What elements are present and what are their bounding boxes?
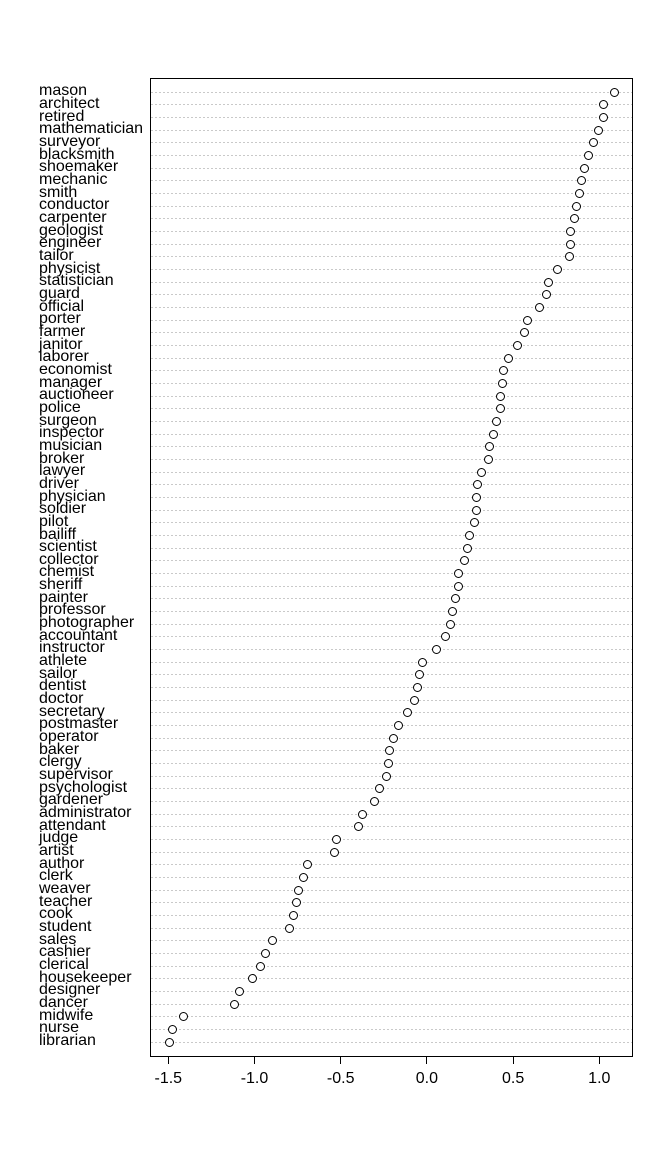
gridline — [151, 130, 632, 131]
gridline — [151, 408, 632, 409]
data-point-professor — [448, 607, 457, 616]
data-point-physicist — [553, 265, 562, 274]
data-point-student — [285, 924, 294, 933]
category-label-scientist: scientist — [39, 538, 97, 556]
gridline — [151, 383, 632, 384]
x-tick-mark — [340, 1057, 341, 1064]
data-point-musician — [485, 442, 494, 451]
category-label-tailor: tailor — [39, 246, 74, 264]
data-point-painter — [451, 594, 460, 603]
data-point-author — [303, 860, 312, 869]
data-point-dancer — [230, 1000, 239, 1009]
gridline — [151, 104, 632, 105]
gridline — [151, 864, 632, 865]
category-label-weaver: weaver — [39, 880, 91, 898]
data-point-dentist — [413, 683, 422, 692]
category-label-engineer: engineer — [39, 234, 102, 252]
category-label-economist: economist — [39, 360, 112, 378]
gridline — [151, 636, 632, 637]
category-label-mathematician: mathematician — [39, 120, 144, 138]
data-point-mechanic — [577, 176, 586, 185]
data-point-smith — [575, 189, 584, 198]
gridline — [151, 674, 632, 675]
data-point-nurse — [168, 1025, 177, 1034]
category-label-artist: artist — [39, 842, 74, 860]
data-point-designer — [235, 987, 244, 996]
category-label-police: police — [39, 398, 81, 416]
gridline — [151, 497, 632, 498]
category-label-painter: painter — [39, 588, 88, 606]
data-point-mason — [610, 88, 619, 97]
category-label-pilot: pilot — [39, 512, 69, 530]
data-point-scientist — [463, 544, 472, 553]
gridline — [151, 117, 632, 118]
category-label-carpenter: carpenter — [39, 208, 107, 226]
gridline — [151, 991, 632, 992]
gridline — [151, 180, 632, 181]
x-tick-mark — [513, 1057, 514, 1064]
category-label-bailiff: bailiff — [39, 525, 77, 543]
x-tick-mark — [168, 1057, 169, 1064]
gridline — [151, 396, 632, 397]
category-label-teacher: teacher — [39, 892, 93, 910]
category-label-nurse: nurse — [39, 1019, 80, 1037]
x-tick-label: 0.0 — [415, 1070, 439, 1087]
data-point-farmer — [520, 328, 529, 337]
data-point-shoemaker — [580, 164, 589, 173]
category-label-manager: manager — [39, 373, 103, 391]
category-label-official: official — [39, 297, 85, 315]
gridline — [151, 282, 632, 283]
gridline — [151, 548, 632, 549]
gridline — [151, 839, 632, 840]
category-label-sailor: sailor — [39, 664, 78, 682]
data-point-sheriff — [454, 582, 463, 591]
gridline — [151, 535, 632, 536]
gridline — [151, 788, 632, 789]
data-point-janitor — [513, 341, 522, 350]
data-point-statistician — [544, 278, 553, 287]
category-label-designer: designer — [39, 981, 101, 999]
data-point-gardener — [370, 797, 379, 806]
category-label-doctor: doctor — [39, 690, 84, 708]
data-point-collector — [460, 556, 469, 565]
gridline — [151, 915, 632, 916]
category-label-mason: mason — [39, 82, 88, 100]
data-point-administrator — [358, 810, 367, 819]
gridline — [151, 966, 632, 967]
category-label-retired: retired — [39, 107, 85, 125]
data-point-doctor — [410, 696, 419, 705]
gridline — [151, 307, 632, 308]
data-point-mathematician — [594, 126, 603, 135]
gridline — [151, 877, 632, 878]
data-point-midwife — [179, 1012, 188, 1021]
category-label-supervisor: supervisor — [39, 766, 113, 784]
data-point-conductor — [572, 202, 581, 211]
gridline — [151, 700, 632, 701]
gridline — [151, 142, 632, 143]
data-point-psychologist — [375, 784, 384, 793]
category-label-operator: operator — [39, 728, 99, 746]
category-label-inspector: inspector — [39, 424, 104, 442]
data-point-instructor — [432, 645, 441, 654]
gridline — [151, 218, 632, 219]
data-point-tailor — [565, 252, 574, 261]
gridline — [151, 522, 632, 523]
gridline — [151, 928, 632, 929]
data-point-official — [535, 303, 544, 312]
category-label-gardener: gardener — [39, 791, 104, 809]
category-label-conductor: conductor — [39, 196, 110, 214]
data-point-clerk — [299, 873, 308, 882]
gridline — [151, 598, 632, 599]
gridline — [151, 1004, 632, 1005]
category-label-physicist: physicist — [39, 259, 101, 277]
gridline — [151, 687, 632, 688]
category-label-housekeeper: housekeeper — [39, 968, 132, 986]
category-label-chemist: chemist — [39, 563, 95, 581]
category-label-driver: driver — [39, 474, 80, 492]
category-label-smith: smith — [39, 183, 78, 201]
category-label-sheriff: sheriff — [39, 576, 83, 594]
category-label-janitor: janitor — [39, 335, 83, 353]
category-label-professor: professor — [39, 601, 106, 619]
data-point-photographer — [446, 620, 455, 629]
category-label-clergy: clergy — [39, 753, 82, 771]
category-label-porter: porter — [39, 310, 81, 328]
data-point-physician — [472, 493, 481, 502]
gridline — [151, 320, 632, 321]
category-label-cashier: cashier — [39, 943, 91, 961]
gridline — [151, 586, 632, 587]
category-label-clerical: clerical — [39, 956, 89, 974]
gridline — [151, 662, 632, 663]
category-label-statistician: statistician — [39, 272, 114, 290]
x-tick-label: -1.0 — [240, 1070, 269, 1087]
gridline — [151, 611, 632, 612]
gridline — [151, 193, 632, 194]
gridline — [151, 358, 632, 359]
gridline — [151, 712, 632, 713]
gridline — [151, 484, 632, 485]
category-label-accountant: accountant — [39, 626, 118, 644]
category-label-surgeon: surgeon — [39, 411, 97, 429]
category-label-laborer: laborer — [39, 348, 89, 366]
gridline — [151, 472, 632, 473]
data-point-auctioneer — [496, 392, 505, 401]
gridline — [151, 1029, 632, 1030]
x-tick-label: -1.5 — [154, 1070, 183, 1087]
category-label-author: author — [39, 854, 85, 872]
data-point-economist — [499, 366, 508, 375]
gridline — [151, 624, 632, 625]
data-point-porter — [523, 316, 532, 325]
category-label-shoemaker: shoemaker — [39, 158, 119, 176]
gridline — [151, 940, 632, 941]
data-point-postmaster — [394, 721, 403, 730]
category-label-physician: physician — [39, 487, 106, 505]
category-label-soldier: soldier — [39, 500, 87, 518]
category-label-guard: guard — [39, 284, 80, 302]
category-label-administrator: administrator — [39, 804, 132, 822]
data-point-pilot — [470, 518, 479, 527]
x-tick-label: 0.5 — [501, 1070, 525, 1087]
data-point-soldier — [472, 506, 481, 515]
data-point-clergy — [384, 759, 393, 768]
data-point-baker — [385, 746, 394, 755]
category-label-musician: musician — [39, 436, 103, 454]
gridline — [151, 776, 632, 777]
gridline — [151, 852, 632, 853]
data-point-police — [496, 404, 505, 413]
category-label-farmer: farmer — [39, 322, 86, 340]
x-tick-mark — [599, 1057, 600, 1064]
data-point-teacher — [292, 898, 301, 907]
data-point-judge — [332, 835, 341, 844]
category-label-clerk: clerk — [39, 867, 73, 885]
gridline — [151, 370, 632, 371]
data-point-clerical — [256, 962, 265, 971]
category-label-geologist: geologist — [39, 221, 104, 239]
data-point-chemist — [454, 569, 463, 578]
category-label-mechanic: mechanic — [39, 170, 108, 188]
category-label-judge: judge — [39, 829, 79, 847]
category-label-surveyor: surveyor — [39, 132, 101, 150]
category-label-broker: broker — [39, 449, 85, 467]
data-point-carpenter — [570, 214, 579, 223]
gridline — [151, 434, 632, 435]
category-label-postmaster: postmaster — [39, 715, 119, 733]
gridline — [151, 459, 632, 460]
data-point-cook — [289, 911, 298, 920]
category-label-midwife: midwife — [39, 1006, 94, 1024]
x-tick-mark — [254, 1057, 255, 1064]
gridline — [151, 890, 632, 891]
category-label-lawyer: lawyer — [39, 462, 86, 480]
gridline — [151, 92, 632, 93]
data-point-manager — [498, 379, 507, 388]
x-tick-label: -0.5 — [326, 1070, 355, 1087]
category-label-baker: baker — [39, 740, 80, 758]
gridline — [151, 510, 632, 511]
gridline — [151, 206, 632, 207]
gridline — [151, 826, 632, 827]
gridline — [151, 902, 632, 903]
category-label-athlete: athlete — [39, 652, 88, 670]
gridline — [151, 168, 632, 169]
gridline — [151, 256, 632, 257]
data-point-engineer — [566, 240, 575, 249]
gridline — [151, 231, 632, 232]
category-label-psychologist: psychologist — [39, 778, 128, 796]
category-label-librarian: librarian — [39, 1032, 96, 1050]
gridline — [151, 573, 632, 574]
data-point-guard — [542, 290, 551, 299]
gridline — [151, 294, 632, 295]
data-point-attendant — [354, 822, 363, 831]
x-tick-label: 1.0 — [588, 1070, 611, 1087]
gridline — [151, 814, 632, 815]
gridline — [151, 1016, 632, 1017]
category-label-student: student — [39, 918, 92, 936]
gridline — [151, 332, 632, 333]
data-point-geologist — [566, 227, 575, 236]
category-label-dentist: dentist — [39, 677, 87, 695]
category-label-instructor: instructor — [39, 639, 105, 657]
data-point-supervisor — [382, 772, 391, 781]
data-point-driver — [473, 480, 482, 489]
category-label-photographer: photographer — [39, 614, 135, 632]
data-point-blacksmith — [584, 151, 593, 160]
gridline — [151, 560, 632, 561]
category-label-sales: sales — [39, 930, 77, 948]
data-point-secretary — [403, 708, 412, 717]
plot-area — [150, 78, 633, 1057]
gridline — [151, 649, 632, 650]
data-point-broker — [484, 455, 493, 464]
x-tick-mark — [426, 1057, 427, 1064]
gridline — [151, 725, 632, 726]
gridline — [151, 953, 632, 954]
category-label-blacksmith: blacksmith — [39, 145, 115, 163]
data-point-weaver — [294, 886, 303, 895]
category-label-collector: collector — [39, 550, 99, 568]
category-label-architect: architect — [39, 94, 100, 112]
gridline — [151, 1042, 632, 1043]
gridline — [151, 155, 632, 156]
data-point-bailiff — [465, 531, 474, 540]
category-label-cook: cook — [39, 905, 73, 923]
data-point-sailor — [415, 670, 424, 679]
data-point-surveyor — [589, 138, 598, 147]
data-point-architect — [599, 100, 608, 109]
data-point-inspector — [489, 430, 498, 439]
data-point-sales — [268, 936, 277, 945]
data-point-retired — [599, 113, 608, 122]
data-point-housekeeper — [248, 974, 257, 983]
data-point-athlete — [418, 658, 427, 667]
gridline — [151, 345, 632, 346]
data-point-accountant — [441, 632, 450, 641]
data-point-surgeon — [492, 417, 501, 426]
category-label-auctioneer: auctioneer — [39, 386, 114, 404]
gridline — [151, 421, 632, 422]
data-point-laborer — [504, 354, 513, 363]
gridline — [151, 801, 632, 802]
category-label-dancer: dancer — [39, 994, 88, 1012]
gridline — [151, 446, 632, 447]
data-point-artist — [330, 848, 339, 857]
category-label-attendant: attendant — [39, 816, 106, 834]
data-point-operator — [389, 734, 398, 743]
gridline — [151, 978, 632, 979]
data-point-cashier — [261, 949, 270, 958]
data-point-lawyer — [477, 468, 486, 477]
gridline — [151, 244, 632, 245]
data-point-librarian — [165, 1038, 174, 1047]
category-label-secretary: secretary — [39, 702, 105, 720]
